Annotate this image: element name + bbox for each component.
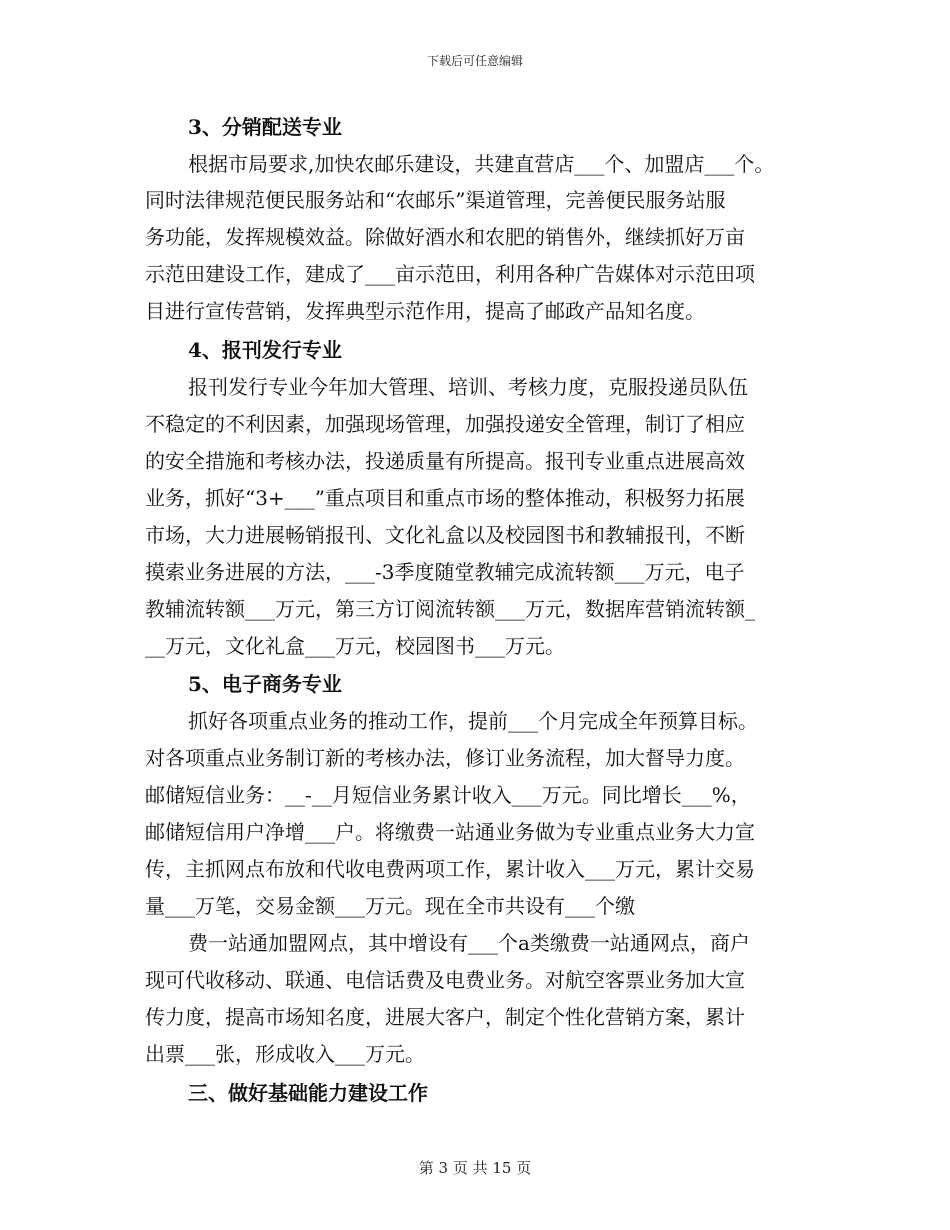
paragraph-line: 摸索业务进展的方法，___-3季度随堂教辅完成流转额___万元，电子 bbox=[145, 560, 745, 584]
paragraph-line: 市场，大力进展畅销报刊、文化礼盒以及校园图书和教辅报刊，不断 bbox=[145, 523, 745, 547]
paragraph-line: 不稳定的不利因素，加强现场管理，加强投递安全管理，制订了相应 bbox=[145, 412, 745, 436]
paragraph-line: 目进行宣传营销，发挥典型示范作用，提高了邮政产品知名度。 bbox=[145, 299, 705, 323]
paragraph-line: __万元，文化礼盒___万元，校园图书___万元。 bbox=[145, 634, 565, 658]
paragraph-line: 业务，抓好“3+___”重点项目和重点市场的整体推动，积极努力拓展 bbox=[145, 486, 745, 510]
paragraph-line: 量___万笔，交易金额___万元。现在全市共设有___个缴 bbox=[145, 894, 635, 918]
paragraph-line: 现可代收移动、联通、电信话费及电费业务。对航空客票业务加大宣 bbox=[145, 968, 745, 992]
paragraph-line: 传力度，提高市场知名度，进展大客户，制定个性化营销方案，累计 bbox=[145, 1005, 745, 1029]
paragraph-line: 费一站通加盟网点，其中增设有___个a类缴费一站通网点，商户 bbox=[188, 931, 750, 955]
paragraph-line: 教辅流转额___万元，第三方订阅流转额___万元，数据库营销流转额_ bbox=[145, 597, 755, 621]
paragraph-line: 根据市局要求,加快农邮乐建设，共建直营店___个、加盟店___个。 bbox=[188, 152, 775, 176]
paragraph-line: 示范田建设工作，建成了___亩示范田，利用各种广告媒体对示范田项 bbox=[145, 262, 755, 286]
paragraph-line: 的安全措施和考核办法，投递质量有所提高。报刊专业重点进展高效 bbox=[145, 449, 745, 473]
page-number: 第 3 页 共 15 页 bbox=[418, 1159, 532, 1177]
paragraph-line: 传，主抓网点布放和代收电费两项工作，累计收入___万元，累计交易 bbox=[145, 857, 755, 881]
paragraph-line: 同时法律规范便民服务站和“农邮乐”渠道管理，完善便民服务站服 bbox=[145, 188, 726, 212]
section-heading: 4、报刊发行专业 bbox=[188, 338, 342, 362]
paragraph-line: 报刊发行专业今年加大管理、培训、考核力度，克服投递员队伍 bbox=[188, 375, 748, 399]
section-heading: 3、分销配送专业 bbox=[188, 115, 342, 139]
section-heading: 三、做好基础能力建设工作 bbox=[188, 1081, 428, 1105]
paragraph-line: 对各项重点业务制订新的考核办法，修订业务流程，加大督导力度。 bbox=[145, 746, 745, 770]
page-header-note: 下载后可任意编辑 bbox=[426, 54, 523, 68]
paragraph-line: 邮储短信用户净增___户。将缴费一站通业务做为专业重点业务大力宣 bbox=[145, 820, 755, 844]
paragraph-line: 务功能，发挥规模效益。除做好酒水和农肥的销售外，继续抓好万亩 bbox=[145, 225, 745, 249]
section-heading: 5、电子商务专业 bbox=[188, 672, 342, 696]
paragraph-line: 抓好各项重点业务的推动工作，提前___个月完成全年预算目标。 bbox=[188, 709, 758, 733]
paragraph-line: 出票___张，形成收入___万元。 bbox=[145, 1042, 425, 1066]
paragraph-line: 邮储短信业务：__-__月短信业务累计收入___万元。同比增长___%， bbox=[145, 783, 751, 807]
